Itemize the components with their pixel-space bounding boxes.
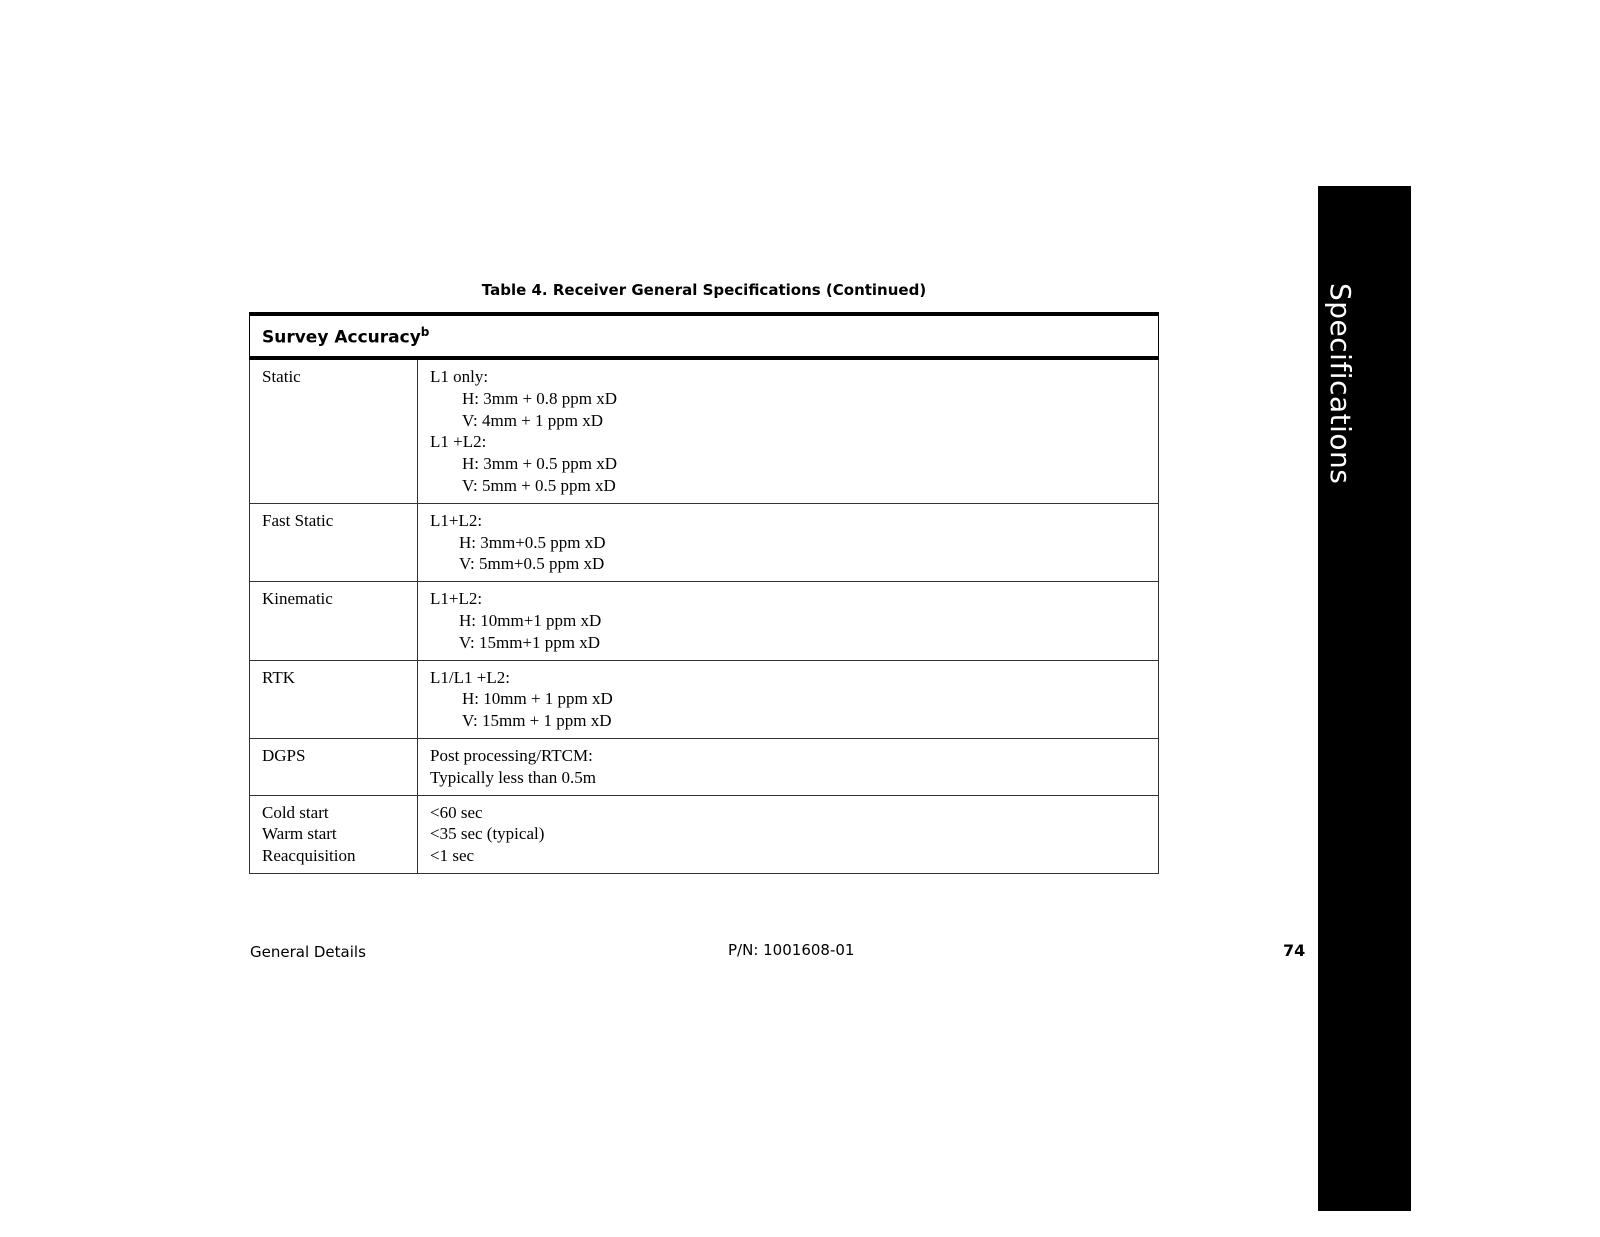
table-row: [250, 503, 1159, 581]
value-line: <1 sec: [430, 846, 475, 866]
row-label: Cold start: [262, 802, 329, 822]
value-line: V: 15mm+1 ppm xD: [459, 632, 601, 652]
row-label-cell: [250, 503, 418, 581]
value-line: V: 4mm + 1 ppm xD: [462, 410, 604, 430]
row-label: Fast Static: [262, 510, 334, 530]
value-line: <60 sec: [430, 802, 483, 822]
value-line: V: 5mm + 0.5 ppm xD: [462, 475, 616, 495]
row-label: Static: [262, 367, 301, 386]
value-line: Typically less than 0.5m: [430, 767, 596, 787]
value-line: L1+L2:: [430, 589, 483, 609]
side-tab-label: Specifications: [1324, 283, 1357, 485]
row-value-cell: [418, 660, 1159, 738]
table-body: [250, 358, 1159, 873]
row-label-cell: [250, 582, 418, 660]
value-line: Post processing/RTCM:: [430, 745, 593, 765]
value-line: V: 15mm + 1 ppm xD: [462, 711, 612, 731]
table-caption: Table 4. Receiver General Specifications (Continued): [481, 281, 927, 299]
row-value-cell: [418, 795, 1159, 873]
value-line: L1+L2:: [430, 510, 483, 530]
table-row: [250, 738, 1159, 795]
footer-part-number: P/N: 1001608-01: [728, 941, 855, 959]
value-line: L1/L1 +L2:: [430, 667, 510, 687]
table-header: [250, 314, 1159, 358]
spec-table: [249, 312, 1159, 874]
row-label-cell: [250, 358, 418, 503]
value-line: H: 3mm + 0.8 ppm xD: [462, 388, 618, 408]
row-label: Warm start: [262, 824, 337, 844]
table-row: [250, 795, 1159, 873]
row-value-cell: [418, 358, 1159, 503]
row-label: Kinematic: [262, 589, 333, 609]
value-line: H: 10mm + 1 ppm xD: [462, 689, 613, 709]
value-line: <35 sec (typical): [430, 824, 545, 844]
row-label: Reacquisition: [262, 846, 356, 866]
table-row: [250, 582, 1159, 660]
value-line: H: 3mm + 0.5 ppm xD: [462, 454, 618, 474]
value-line: H: 3mm+0.5 ppm xD: [459, 532, 606, 552]
table-row: [250, 660, 1159, 738]
value-line: V: 5mm+0.5 ppm xD: [459, 554, 605, 574]
header-title: Survey Accuracy: [262, 327, 421, 348]
value-line: L1 +L2:: [430, 432, 487, 452]
value-line: H: 10mm+1 ppm xD: [459, 610, 602, 630]
header-footnote: b: [420, 324, 430, 339]
row-label-cell: [250, 795, 418, 873]
footer-section: General Details: [250, 943, 366, 961]
row-value-cell: [418, 503, 1159, 581]
row-label: RTK: [262, 667, 295, 687]
row-value-cell: [418, 738, 1159, 795]
table-header-row: [250, 314, 1159, 358]
table-row: [250, 358, 1159, 503]
row-label-cell: [250, 660, 418, 738]
footer-page-number: 74: [1283, 941, 1306, 960]
value-line: L1 only:: [430, 367, 489, 386]
row-value-cell: [418, 582, 1159, 660]
row-label-cell: [250, 738, 418, 795]
row-label: DGPS: [262, 745, 306, 765]
